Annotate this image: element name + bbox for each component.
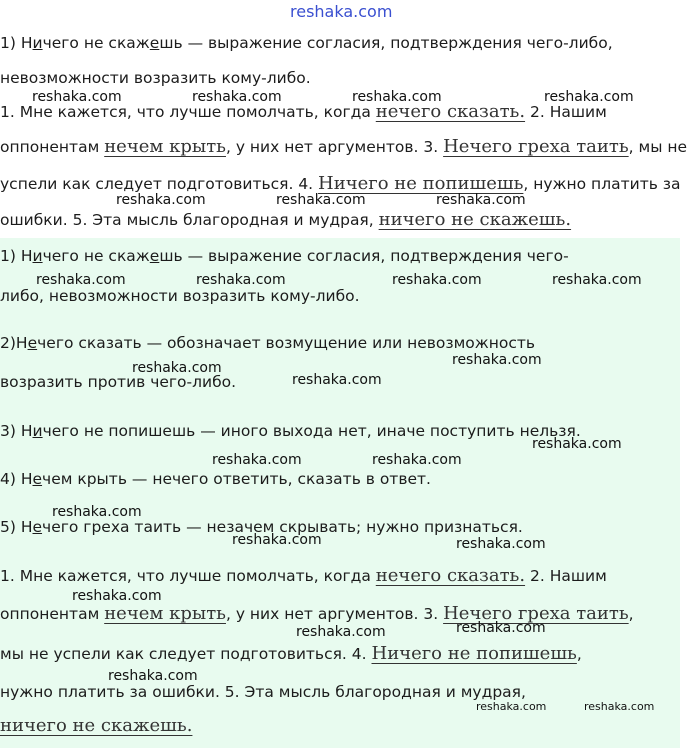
watermark: reshaka.com <box>196 272 286 288</box>
watermark: reshaka.com <box>212 452 302 468</box>
definition-line-2: невозможности возразить кому-либо. <box>0 69 311 87</box>
handwritten-phrase: нечего сказать. <box>375 565 526 586</box>
answer-def3: 3) Ничего не попишешь — иного выхода нет, иначе поступить нельзя. <box>0 422 581 440</box>
handwritten-phrase: Ничего не попишешь <box>371 643 577 664</box>
watermark: reshaka.com <box>52 504 142 520</box>
watermark: reshaka.com <box>532 436 622 452</box>
answer-def5: 5) Нечего греха таить — незачем скрывать; нужно признаться. <box>0 518 523 536</box>
watermark: reshaka.com <box>116 192 206 208</box>
handwritten-phrase: Ничего не попишешь <box>318 173 524 194</box>
handwritten-phrase: Нечего греха таить <box>443 136 629 157</box>
handwritten-phrase: нечего сказать. <box>375 101 526 122</box>
watermark: reshaka.com <box>584 700 655 713</box>
answer-sentences-line-5 <box>0 716 192 736</box>
handwritten-phrase: Нечего греха таить <box>443 603 629 624</box>
site-watermark-top: reshaka.com <box>290 2 393 21</box>
watermark: reshaka.com <box>72 588 162 604</box>
watermark: reshaka.com <box>292 372 382 388</box>
sentences-line-2: оппонентам нечем крыть, у них нет аргументов. 3. Нечего греха таить, мы не <box>0 136 687 157</box>
watermark: reshaka.com <box>456 536 546 552</box>
watermark: reshaka.com <box>32 89 122 105</box>
watermark: reshaka.com <box>372 452 462 468</box>
watermark: reshaka.com <box>276 192 366 208</box>
watermark: reshaka.com <box>552 272 642 288</box>
answer-panel <box>0 238 680 748</box>
watermark: reshaka.com <box>192 89 282 105</box>
sentences-line-4: ошибки. 5. Эта мысль благородная и мудрая, ничего не скажешь. <box>0 209 572 230</box>
answer-def2-line-2: возразить против чего-либо. <box>0 373 237 391</box>
answer-sentences-line-2: оппонентам нечем крыть, у них нет аргументов. 3. Нечего греха таить, <box>0 603 634 624</box>
answer-def4: 4) Нечем крыть — нечего ответить, сказать в ответ. <box>0 470 431 488</box>
answer-sentences-line-3: мы не успели как следует подготовиться. 4. Ничего не попишешь, <box>0 643 582 664</box>
watermark: reshaka.com <box>456 620 546 636</box>
answer-sentences-line-4: нужно платить за ошибки. 5. Эта мысль благородная и мудрая, <box>0 683 526 701</box>
watermark: reshaka.com <box>108 668 198 684</box>
watermark: reshaka.com <box>232 532 322 548</box>
answer-sentences-line-1: 1. Мне кажется, что лучше помолчать, когда нечего сказать. 2. Нашим <box>0 565 607 586</box>
watermark: reshaka.com <box>296 624 386 640</box>
watermark: reshaka.com <box>392 272 482 288</box>
sentences-line-1: 1. Мне кажется, что лучше помолчать, когда нечего сказать. 2. Нашим <box>0 101 607 122</box>
answer-def2-line-1: 2)Нечего сказать — обозначает возмущение или невозможность <box>0 334 536 352</box>
watermark: reshaka.com <box>436 192 526 208</box>
watermark: reshaka.com <box>36 272 126 288</box>
sentences-line-3: успели как следует подготовиться. 4. Ничего не попишешь, нужно платить за <box>0 173 681 194</box>
handwritten-phrase: ничего не скажешь. <box>0 715 193 736</box>
watermark: reshaka.com <box>476 700 547 713</box>
handwritten-phrase: нечем крыть <box>104 136 226 157</box>
definition-line-1: 1) Ничего не скажешь — выражение согласия, подтверждения чего-либо, <box>0 34 613 52</box>
answer-def1-line-2: либо, невозможности возразить кому-либо. <box>0 287 360 305</box>
answer-def1-line-1: 1) Ничего не скажешь — выражение согласия, подтверждения чего- <box>0 247 569 265</box>
handwritten-phrase: нечем крыть <box>104 603 226 624</box>
handwritten-phrase: ничего не скажешь. <box>378 209 572 230</box>
watermark: reshaka.com <box>132 360 222 376</box>
watermark: reshaka.com <box>544 89 634 105</box>
watermark: reshaka.com <box>352 89 442 105</box>
watermark: reshaka.com <box>452 352 542 368</box>
